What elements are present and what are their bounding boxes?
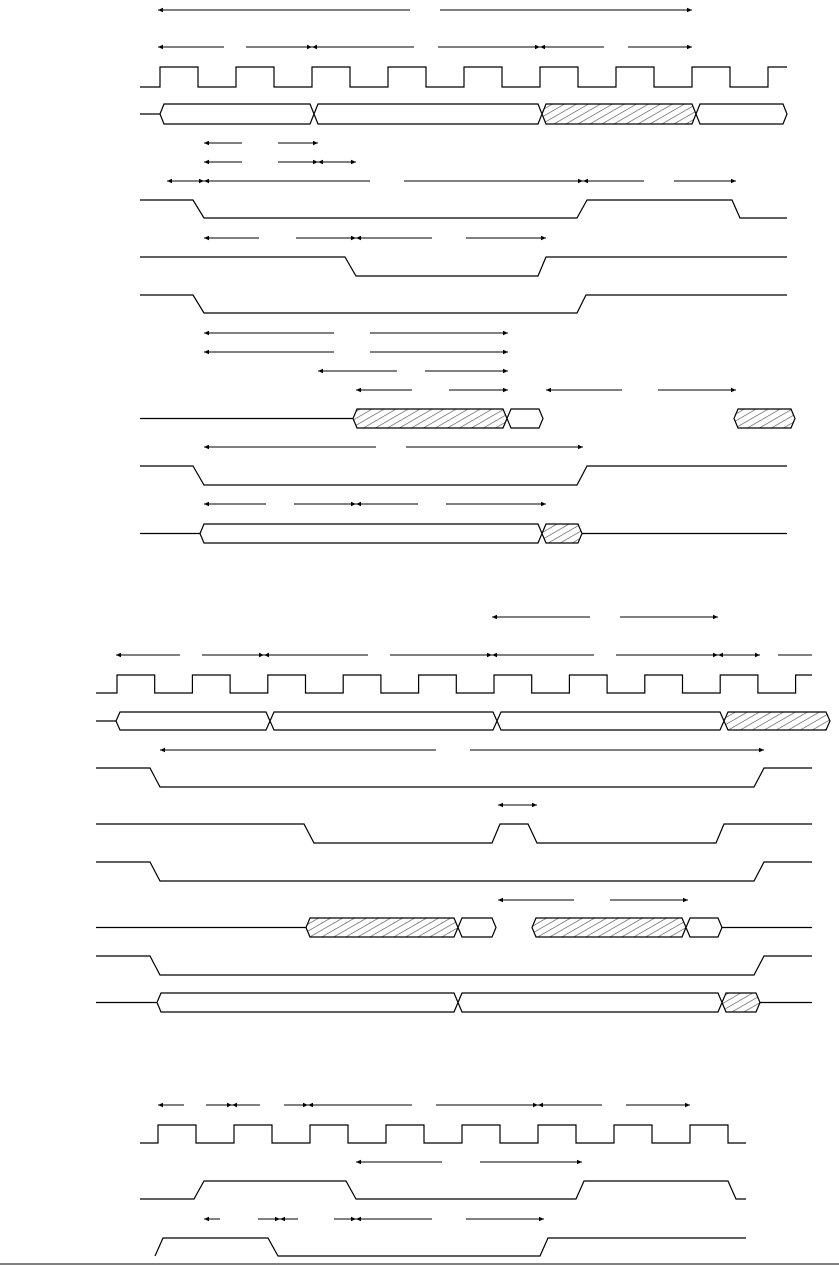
control-signal (96, 956, 812, 975)
timing-arrows (116, 8, 812, 1222)
bus-invalid-segment (734, 409, 795, 428)
bus-data-segment (458, 918, 496, 937)
bus-invalid-segment (532, 918, 686, 937)
arrowhead (204, 350, 209, 355)
arrowhead (498, 898, 503, 903)
arrowhead (503, 350, 508, 355)
arrowhead (356, 502, 361, 507)
control-signal (140, 200, 787, 218)
bus-invalid-segment (353, 409, 507, 428)
arrowhead (318, 369, 323, 374)
arrowhead (683, 898, 688, 903)
arrowhead (713, 615, 718, 620)
arrowhead (533, 1103, 538, 1108)
clock-signal (140, 67, 787, 87)
control-signal (96, 862, 812, 881)
bus-data-segment (686, 918, 722, 937)
arrowhead (535, 45, 540, 50)
arrowhead (503, 331, 508, 336)
arrowhead (685, 1103, 690, 1108)
arrowhead (356, 1217, 361, 1222)
arrowhead (541, 236, 546, 241)
arrowhead (318, 160, 323, 165)
arrowhead (492, 615, 497, 620)
arrowhead (503, 369, 508, 374)
bus-invalid-segment (542, 524, 582, 543)
arrowhead (503, 388, 508, 393)
control-signal (140, 466, 787, 485)
bus-data-segment (696, 104, 787, 124)
bus-data-segment (270, 712, 497, 730)
arrowhead (303, 1103, 308, 1108)
arrowhead (541, 502, 546, 507)
arrowhead (578, 179, 583, 184)
clock-signal (140, 1125, 746, 1143)
bus-data-segment (200, 524, 542, 543)
bus-data-segment (160, 104, 314, 124)
bus-invalid-segment (722, 993, 760, 1012)
bus-invalid-segment (542, 104, 696, 124)
arrowhead (275, 1217, 280, 1222)
bus-data-segment (116, 712, 270, 730)
arrowhead (713, 653, 718, 658)
arrowhead (204, 445, 209, 450)
control-signal (155, 1238, 746, 1256)
control-signal (140, 257, 787, 276)
control-signal (96, 824, 812, 843)
bus-data-segment (507, 409, 543, 428)
arrowhead (351, 502, 356, 507)
arrowhead (487, 653, 492, 658)
waveforms (96, 67, 830, 1256)
arrowhead (351, 236, 356, 241)
arrowhead (313, 141, 318, 146)
arrowhead (204, 331, 209, 336)
arrowhead (498, 803, 503, 808)
arrowhead (204, 141, 209, 146)
arrowhead (538, 1103, 543, 1108)
arrowhead (356, 1160, 361, 1165)
bus-data-segment (157, 993, 458, 1012)
arrowhead (227, 1103, 232, 1108)
arrowhead (546, 388, 551, 393)
control-signal (140, 295, 787, 313)
arrowhead (116, 653, 121, 658)
arrowhead (160, 748, 165, 753)
bus-data-segment (314, 104, 542, 124)
control-signal (140, 1181, 746, 1199)
arrowhead (307, 45, 312, 50)
arrowhead (539, 1217, 544, 1222)
arrowhead (356, 388, 361, 393)
arrowhead (204, 236, 209, 241)
arrowhead (351, 1217, 356, 1222)
arrowhead (731, 388, 736, 393)
arrowhead (204, 502, 209, 507)
arrowhead (158, 8, 163, 13)
arrowhead (204, 160, 209, 165)
arrowhead (204, 179, 209, 184)
arrowhead (158, 1103, 163, 1108)
bus-data-segment (497, 712, 724, 730)
arrowhead (308, 1103, 313, 1108)
arrowhead (259, 653, 264, 658)
clock-signal (96, 675, 812, 693)
arrowhead (492, 653, 497, 658)
arrowhead (280, 1217, 285, 1222)
arrowhead (167, 179, 172, 184)
arrowhead (351, 160, 356, 165)
arrowhead (199, 179, 204, 184)
arrowhead (158, 45, 163, 50)
arrowhead (532, 803, 537, 808)
arrowhead (731, 179, 736, 184)
bus-data-segment (458, 993, 722, 1012)
arrowhead (755, 653, 760, 658)
arrowhead (232, 1103, 237, 1108)
arrowhead (313, 160, 318, 165)
arrowhead (540, 45, 545, 50)
arrowhead (687, 45, 692, 50)
arrowhead (204, 1217, 209, 1222)
arrowhead (577, 1160, 582, 1165)
arrowhead (687, 8, 692, 13)
arrowhead (759, 748, 764, 753)
arrowhead (583, 179, 588, 184)
control-signal (96, 768, 812, 787)
arrowhead (578, 445, 583, 450)
bus-invalid-segment (724, 712, 830, 730)
arrowhead (356, 236, 361, 241)
bus-invalid-segment (306, 918, 458, 937)
arrowhead (264, 653, 269, 658)
arrowhead (718, 653, 723, 658)
arrowhead (312, 45, 317, 50)
